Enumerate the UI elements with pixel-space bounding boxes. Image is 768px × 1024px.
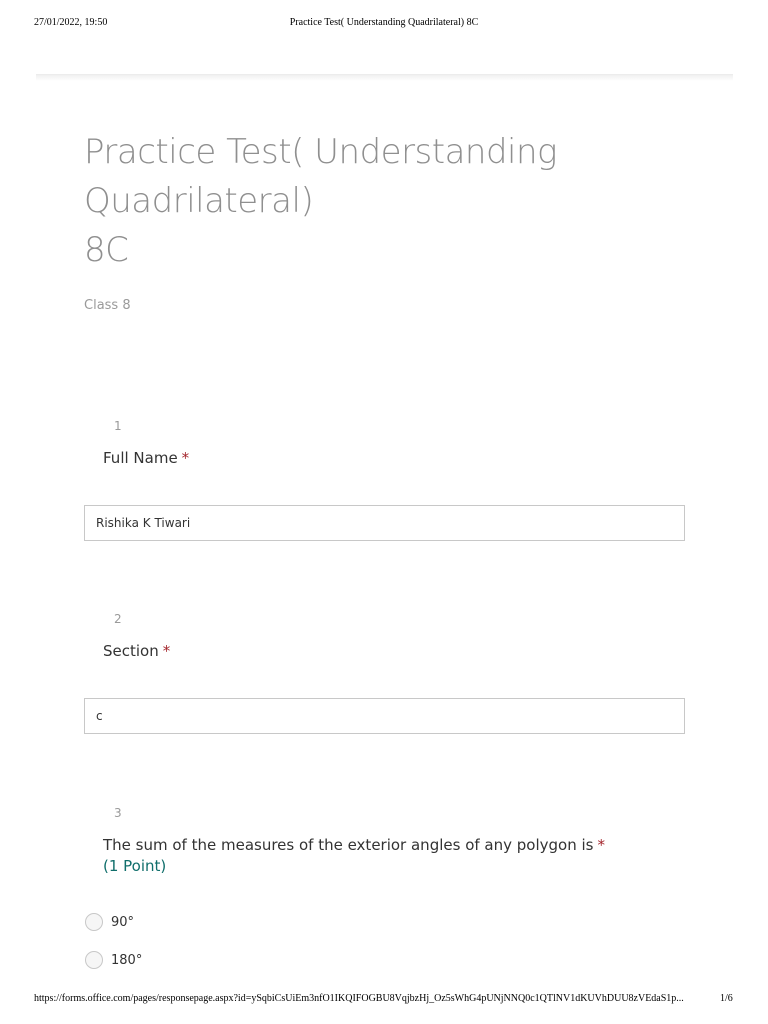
print-header bbox=[0, 17, 768, 31]
form-subtitle: Class 8 bbox=[84, 298, 131, 313]
required-marker: * bbox=[181, 449, 190, 467]
question-3-text: The sum of the measures of the exterior angles of any polygon is bbox=[103, 836, 594, 854]
question-1-label bbox=[103, 449, 189, 467]
radio-button[interactable] bbox=[85, 951, 103, 969]
print-page-number: 1/6 bbox=[720, 993, 733, 1004]
radio-button[interactable] bbox=[85, 913, 103, 931]
question-3-label bbox=[103, 836, 605, 854]
print-date: 27/01/2022, 19:50 bbox=[34, 17, 108, 28]
required-marker: * bbox=[162, 642, 171, 660]
option-label: 180° bbox=[111, 953, 143, 968]
option-label: 90° bbox=[111, 915, 135, 930]
section-value: c bbox=[96, 709, 103, 723]
print-doc-title: Practice Test( Understanding Quadrilateral) 8C bbox=[289, 17, 479, 28]
form-title-line-2: Quadrilateral) bbox=[84, 181, 314, 221]
form-top-divider bbox=[36, 74, 733, 81]
full-name-value: Rishika K Tiwari bbox=[96, 516, 191, 530]
form-title-line-1: Practice Test( Understanding bbox=[84, 132, 557, 172]
question-2-text: Section bbox=[103, 642, 159, 660]
question-3-number: 3 bbox=[114, 806, 122, 820]
question-3-points: (1 Point) bbox=[103, 857, 167, 875]
section-input[interactable] bbox=[84, 698, 685, 734]
form-title bbox=[84, 128, 684, 275]
question-2-label bbox=[103, 642, 170, 660]
print-url: https://forms.office.com/pages/responsepage.aspx?id=ySqbiCsUiEm3nfO1IKQIFOGBU8VqjbzHj_Oz5sWhG4pUNjNNQ0c1QTlNV1dKUVhDUU8zVEdaS1p... bbox=[34, 993, 684, 1004]
question-1-text: Full Name bbox=[103, 449, 178, 467]
required-marker: * bbox=[597, 836, 605, 854]
form-title-line-3: 8C bbox=[84, 230, 129, 270]
full-name-input[interactable] bbox=[84, 505, 685, 541]
question-2-number: 2 bbox=[114, 612, 122, 626]
question-1-number: 1 bbox=[114, 419, 122, 433]
